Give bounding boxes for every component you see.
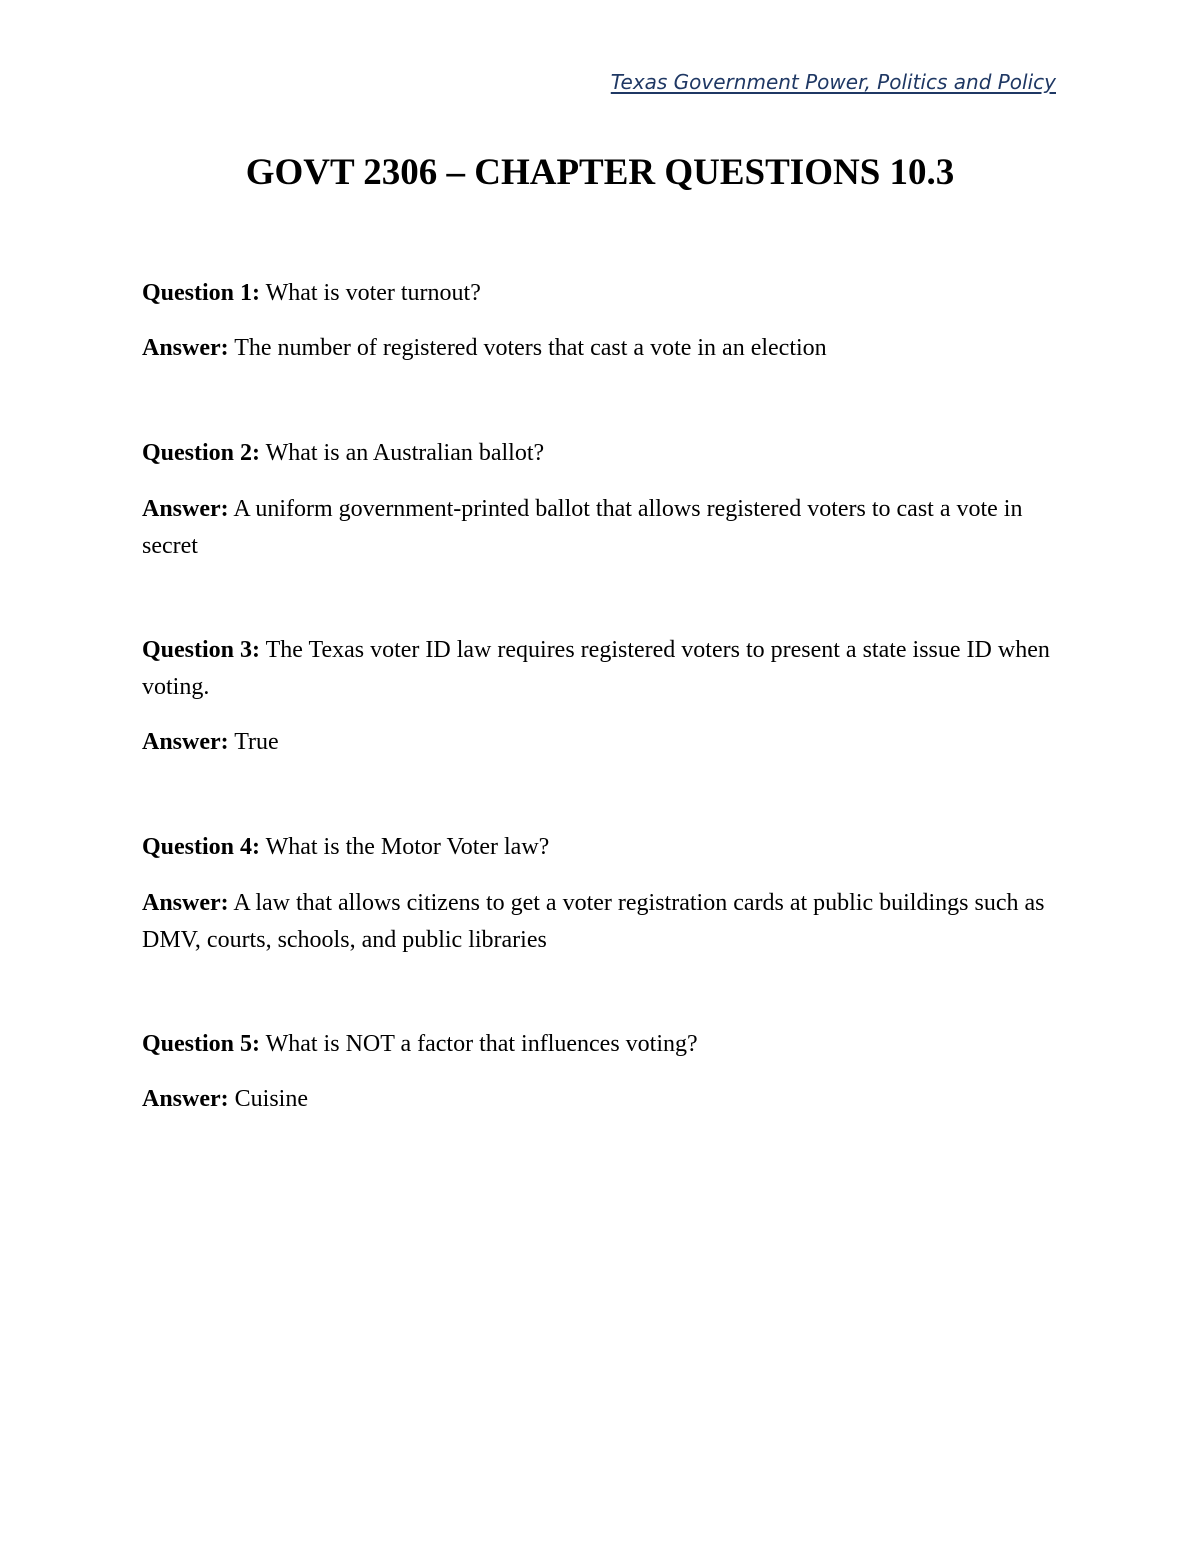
answer-label: Answer:	[142, 729, 229, 755]
question-text: What is voter turnout?	[260, 280, 481, 306]
answer-label: Answer:	[142, 1086, 229, 1112]
answer-3	[142, 724, 1062, 761]
question-text: What is NOT a factor that influences voting?	[260, 1031, 698, 1057]
answer-5	[142, 1081, 1062, 1118]
question-label: Question 3:	[142, 637, 261, 663]
question-label: Question 4:	[142, 834, 261, 860]
answer-text: A uniform government-printed ballot that allows registered voters to cast a vote in secret	[142, 496, 1023, 559]
answer-label: Answer:	[142, 496, 229, 522]
question-label: Question 1:	[142, 280, 261, 306]
question-text: What is the Motor Voter law?	[260, 834, 550, 860]
answer-text: The number of registered voters that cast a vote in an election	[228, 335, 827, 361]
question-5	[142, 1026, 1062, 1063]
running-header: Texas Government Power, Politics and Policy	[610, 70, 1056, 94]
answer-1	[142, 330, 1062, 367]
question-label: Question 2:	[142, 440, 261, 466]
question-3	[142, 632, 1062, 706]
question-4	[142, 829, 1062, 866]
document-title: GOVT 2306 – CHAPTER QUESTIONS 10.3	[245, 152, 955, 193]
question-text: The Texas voter ID law requires registered voters to present a state issue ID when voting.	[142, 637, 1050, 700]
question-label: Question 5:	[142, 1031, 261, 1057]
answer-text: A law that allows citizens to get a voter registration cards at public buildings such as DMV, courts, schools, and public libraries	[142, 890, 1045, 953]
answer-text: Cuisine	[228, 1086, 308, 1112]
answer-label: Answer:	[142, 335, 229, 361]
answer-4	[142, 885, 1062, 959]
question-1	[142, 275, 1062, 312]
answer-label: Answer:	[142, 890, 229, 916]
answer-2	[142, 491, 1062, 565]
answer-text: True	[228, 729, 279, 755]
question-text: What is an Australian ballot?	[260, 440, 545, 466]
question-2	[142, 435, 1062, 472]
